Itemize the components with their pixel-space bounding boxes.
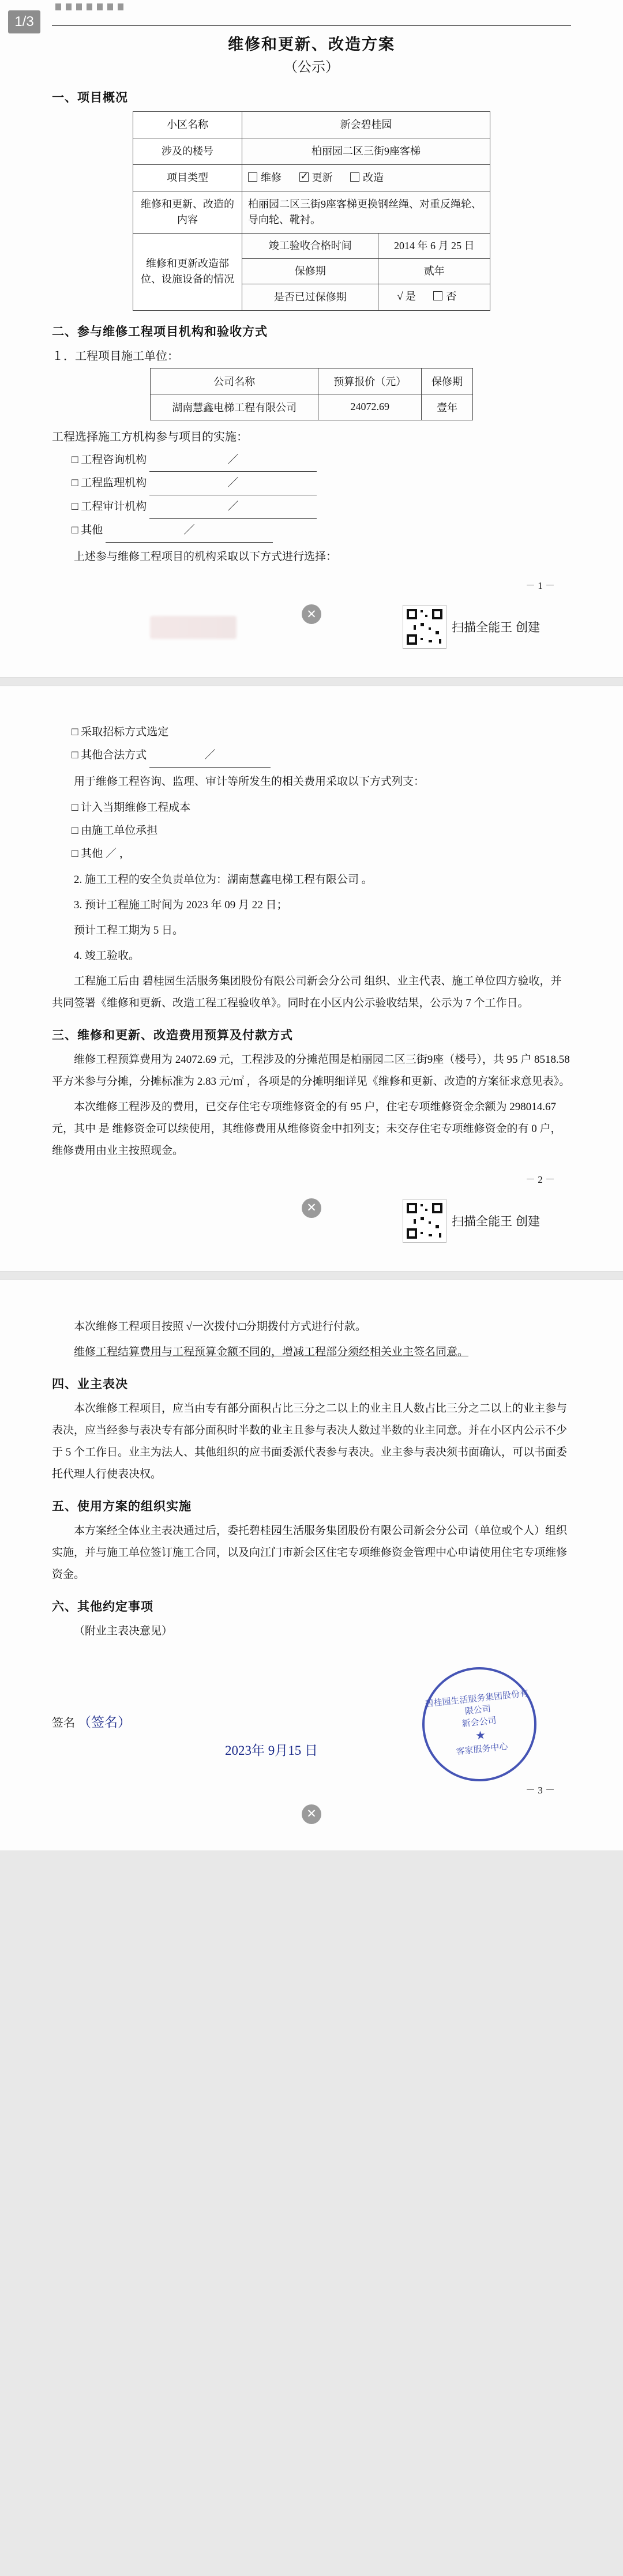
table-row [133, 234, 490, 311]
top-status-stub [55, 3, 125, 10]
table-row [151, 394, 473, 420]
table-header-row [151, 368, 473, 394]
project-type-choices [242, 165, 490, 191]
choice-gaizao[interactable] [350, 170, 384, 186]
option-label: □ 工程咨询机构 [72, 453, 147, 466]
item-number: 3. [74, 898, 82, 911]
header-rule [52, 25, 571, 26]
signature-label: 签名 [52, 1716, 75, 1729]
page-number: － 3 － [526, 1784, 555, 1796]
section-2-tail: 上述参与维修工程项目的机构采取以下方式进行选择： [74, 551, 337, 563]
option-label: □ 其他 [72, 524, 103, 537]
section-4-paragraph: 本次维修工程项目，应当由专有部分面积占比三分之二以上的业主且人数占比三分之二以上的业主参与表决，应当经参与表决专有部分面积时半数的业主且参与表决人数过半数的业主同意。并在小区内公示不少于 5 个工作日。业主为法人、其他组织的应书面委派代表参与表决。业主参与表决须书面确认，可以书面委托代理人行使表决权。 [52, 1402, 568, 1480]
section-1-heading: 一、项目概况 [52, 91, 128, 104]
nested-row [242, 234, 490, 259]
section-2-sub2: 工程选择施工方机构参与项目的实施： [52, 430, 248, 443]
column-header: 公司名称 [151, 368, 318, 394]
document-title: 维修和更新、改造方案 [228, 36, 395, 53]
qr-label: 扫描全能王 创建 [452, 621, 540, 635]
signature-date: 2023年 9月15 日 [225, 1743, 318, 1758]
checkbox-icon[interactable] [350, 172, 359, 182]
cell-warranty: 壹年 [422, 394, 473, 420]
page-indicator: 1/3 [8, 10, 40, 33]
seal-line-3: 客家服务中心 [455, 1742, 509, 1757]
column-header: 预算报价（元） [318, 368, 422, 394]
project-overview-table [133, 111, 490, 311]
option-row[interactable] [72, 519, 571, 543]
option-value: ／ [149, 744, 271, 768]
column-header: 保修期 [422, 368, 473, 394]
option-value: ／ [149, 449, 317, 472]
option-label: □ 由施工单位承担 [72, 824, 158, 837]
nested-key: 是否已过保修期 [242, 284, 378, 310]
choice-label: 否 [446, 291, 457, 302]
nested-key: 竣工验收合格时间 [242, 234, 378, 259]
row-label: 维修和更新改造部位、设施设备的情况 [133, 234, 242, 311]
payment-method-paragraph: 本次维修工程项目按照 √一次拨付\□分期拨付方式进行付款。 [74, 1320, 366, 1333]
option-row[interactable] [72, 449, 571, 472]
signature-row [52, 1712, 571, 1731]
section-3-paragraph-2: 本次维修工程涉及的费用，已交存住宅专项维修资金的有 95 户，住宅专项维修资金余额为 298014.67 元，其中 是 维修资金可以续使用，其维修费用从维修资金中扣列支；未交存住宅专项维修资金的有 0 户，维修费用由业主按照现金。 [52, 1100, 562, 1157]
item-4 [52, 945, 571, 967]
nested-row [242, 284, 490, 310]
nested-row [242, 259, 490, 284]
option-value: ／ [149, 495, 317, 519]
option-label: □ 采取招标方式选定 [72, 726, 169, 739]
nested-cell [242, 234, 490, 311]
section-5-paragraph: 本方案经全体业主表决通过后，委托碧桂园生活服务集团股份有限公司新会分公司（单位或个人）组织实施，并与施工单位签订施工合同，以及向江门市新会区住宅专项维修资金管理中心申请使用住宅专项维修资金。 [52, 1524, 568, 1581]
item-3-sub: 预计工程工期为 5 日。 [74, 924, 184, 937]
cell-budget-amount: 24072.69 [318, 394, 422, 420]
row-label: 涉及的楼号 [133, 138, 242, 165]
viewer-overlay-1 [52, 592, 571, 654]
table-row [133, 191, 490, 234]
signature-value: （签名） [78, 1714, 131, 1729]
row-label: 项目类型 [133, 165, 242, 191]
qr-code-icon [403, 606, 446, 648]
choice-yes[interactable] [397, 289, 415, 306]
option-label: □ 工程审计机构 [72, 501, 147, 513]
option-label: □ 工程监理机构 [72, 477, 147, 490]
section-3-paragraph-1: 维修工程预算费用为 24072.69 元，工程涉及的分摊范围是柏丽园二区三街9座（楼号），共 95 户 8518.58 平方米参与分摊，分摊标准为 2.83 元/㎡ ，各项是的分摊明细详见《维修和更新、改造的方案征求意见表》。 [52, 1053, 571, 1088]
item-number: 2. [74, 873, 82, 886]
table-row [133, 165, 490, 191]
close-icon[interactable]: ✕ [302, 1198, 321, 1218]
choice-label: 更新 [312, 172, 333, 183]
choice-label: 改造 [363, 172, 384, 183]
qr-promo-1[interactable] [403, 606, 540, 648]
close-icon[interactable]: ✕ [302, 604, 321, 624]
fee-intro: 用于维修工程咨询、监理、审计等所发生的相关费用采取以下方式列支： [74, 775, 425, 788]
document-page-1 [0, 0, 623, 677]
option-value: ／ [106, 519, 273, 543]
nested-value: 2014 年 6 月 25 日 [378, 234, 490, 259]
checkbox-icon[interactable] [433, 291, 442, 300]
option-label: □ 其他合法方式 [72, 749, 147, 761]
warranty-expired-choices [378, 284, 490, 310]
seal-star-icon: ★ [474, 1728, 487, 1743]
item-3 [52, 894, 571, 916]
option-row[interactable] [72, 843, 571, 866]
page-number: － 2 － [526, 1174, 555, 1185]
item-2 [52, 869, 571, 891]
section-4-heading: 四、业主表决 [52, 1377, 128, 1391]
item-number: 4. [74, 949, 82, 962]
choice-weixiu[interactable] [248, 170, 282, 186]
bidding-choices [72, 721, 571, 768]
option-label: □ 计入当期维修工程成本 [72, 801, 191, 814]
option-row[interactable] [72, 495, 571, 519]
row-value: 新会碧桂园 [242, 112, 490, 138]
option-row[interactable] [72, 796, 571, 819]
section-3-heading: 三、维修和更新、改造费用预算及付款方式 [52, 1028, 293, 1042]
row-value: 柏丽园二区三街9座客梯更换钢丝绳、对重反绳轮、导向轮、靴衬。 [242, 191, 490, 234]
option-label: □ 其他 ／ ， [72, 847, 130, 860]
check-icon: √ [397, 291, 403, 303]
nested-key: 保修期 [242, 259, 378, 284]
qr-promo-2[interactable] [403, 1199, 540, 1242]
document-page-2 [0, 686, 623, 1270]
item-text: 施工工程的安全负责单位为：湖南慧鑫电梯工程有限公司 。 [85, 873, 373, 886]
choice-gengxin[interactable] [299, 170, 333, 186]
option-row[interactable] [72, 472, 571, 495]
table-row [133, 138, 490, 165]
viewer-overlay-2 [52, 1186, 571, 1248]
qr-label: 扫描全能王 创建 [452, 1214, 540, 1228]
item-text: 竣工验收。 [85, 949, 140, 962]
section-2-heading: 二、参与维修工程项目机构和验收方式 [52, 324, 268, 339]
row-value: 柏丽园二区三街9座客梯 [242, 138, 490, 165]
table-row [133, 112, 490, 138]
choice-no[interactable] [433, 289, 456, 304]
page-number: － 1 － [526, 580, 555, 592]
option-row[interactable] [72, 819, 571, 843]
option-row[interactable] [72, 721, 571, 744]
option-value: ／ [149, 472, 317, 495]
viewer-overlay-3 [52, 1796, 571, 1827]
option-row[interactable] [72, 744, 571, 768]
row-label: 维修和更新、改造的内容 [133, 191, 242, 234]
blurred-logo [150, 616, 237, 639]
contractor-quote-table [150, 368, 473, 420]
institution-options [72, 449, 571, 543]
qr-code-icon [403, 1199, 446, 1242]
row-label: 小区名称 [133, 112, 242, 138]
section-2-sub1: １．工程项目施工单位： [52, 349, 179, 363]
cell-company-name: 湖南慧鑫电梯工程有限公司 [151, 394, 318, 420]
acceptance-paragraph: 工程施工后由 碧桂园生活服务集团股份有限公司新会分公司 组织、业主代表、施工单位四方验收，并共同签署《维修和更新、改造工程工程验收单》。同时在小区内公示验收结果，公示为 7 个工作日。 [52, 975, 562, 1009]
checkbox-checked-icon[interactable] [299, 172, 309, 182]
section-6-paragraph: （附业主表决意见） [74, 1624, 173, 1637]
choice-label: 是 [405, 291, 416, 302]
choice-label: 维修 [261, 172, 282, 183]
item-text: 预计工程施工时间为 2023 年 09 月 22 日； [85, 898, 288, 911]
document-subtitle: （公示） [284, 60, 339, 75]
document-page-3 [0, 1280, 623, 1851]
section-5-heading: 五、使用方案的组织实施 [52, 1499, 192, 1513]
seal-line-2: 新会公司 [461, 1715, 497, 1729]
fee-options [72, 796, 571, 866]
seal-line-1: 碧桂园生活服务集团股份有限公司 [425, 1688, 529, 1717]
section-6-heading: 六、其他约定事项 [52, 1599, 153, 1614]
settlement-paragraph: 维修工程结算费用与工程预算金额不同的，增减工程部分须经相关业主签名同意。 [74, 1345, 469, 1358]
close-icon[interactable]: ✕ [302, 1804, 321, 1824]
nested-value: 贰年 [378, 259, 490, 284]
checkbox-icon[interactable] [248, 172, 257, 182]
